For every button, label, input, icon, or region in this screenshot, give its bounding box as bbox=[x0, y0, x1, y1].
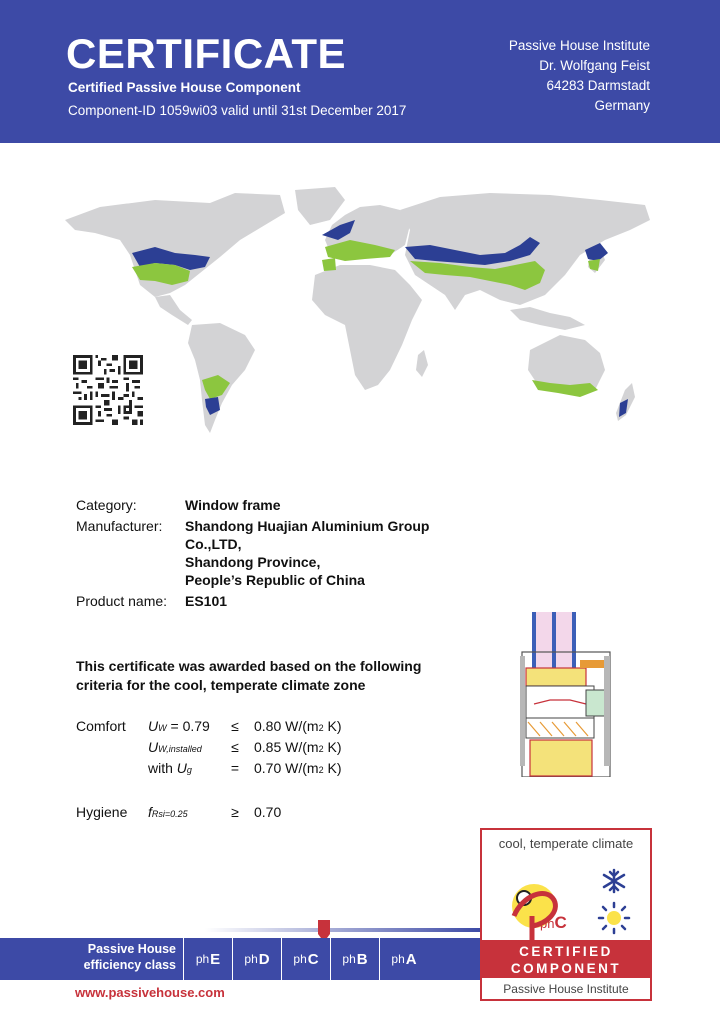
product-value: ES101 bbox=[185, 593, 228, 609]
efficiency-classes bbox=[183, 938, 428, 980]
badge-institute: Passive House Institute bbox=[503, 982, 629, 996]
frsi-expression: fRsi=0.25 bbox=[148, 804, 188, 820]
criteria-statement: This certificate was awarded based on the following criteria for the cool, temperate climate zone bbox=[76, 658, 422, 693]
manufacturer-line: Co.,LTD, bbox=[185, 536, 242, 552]
badge-ph-class: phC bbox=[540, 913, 567, 932]
ug-expression: with Ug bbox=[148, 760, 192, 776]
manufacturer-row bbox=[76, 517, 465, 589]
certificate-subtitle: Certified Passive House Component bbox=[68, 80, 301, 95]
institute-address bbox=[509, 36, 650, 116]
class-a: ph A bbox=[379, 938, 428, 980]
window-frame-section-drawing bbox=[520, 612, 612, 777]
uw-limit: 0.80 W/(m2 K) bbox=[254, 718, 342, 734]
badge-climate-zone: cool, temperate climate bbox=[498, 836, 634, 851]
product-label: Product name: bbox=[76, 593, 168, 609]
certificate-title: CERTIFICATE bbox=[66, 30, 347, 77]
le-symbol: ≤ bbox=[231, 718, 239, 734]
website-link[interactable]: www.passivehouse.com bbox=[75, 985, 225, 1000]
class-d: ph D bbox=[232, 938, 281, 980]
uw-installed-limit: 0.85 W/(m2 K) bbox=[254, 739, 342, 755]
category-value: Window frame bbox=[185, 497, 281, 513]
map-land bbox=[65, 187, 650, 433]
sun-icon bbox=[599, 903, 629, 933]
frsi-value: 0.70 bbox=[254, 804, 282, 820]
component-id: Component-ID 1059wi03 valid until 31st December 2017 bbox=[68, 103, 407, 118]
comfort-label: Comfort bbox=[76, 718, 126, 734]
class-e: ph E bbox=[183, 938, 232, 980]
snowflake-icon bbox=[604, 870, 624, 892]
certificate-header bbox=[0, 0, 720, 143]
badge-certified-band bbox=[482, 940, 650, 978]
manufacturer-line: Shandong Province, bbox=[185, 554, 321, 570]
institute-person: Dr. Wolfgang Feist bbox=[539, 58, 650, 73]
category-row bbox=[76, 496, 465, 514]
le-symbol: ≤ bbox=[231, 739, 239, 755]
institute-country: Germany bbox=[594, 98, 650, 113]
ge-symbol: ≥ bbox=[231, 804, 239, 820]
category-label: Category: bbox=[76, 497, 137, 513]
qr-code[interactable] bbox=[73, 355, 143, 425]
badge-certified-line1: CERTIFIED bbox=[519, 944, 613, 959]
manufacturer-line: Shandong Huajian Aluminium Group bbox=[185, 518, 430, 534]
product-row bbox=[76, 592, 465, 610]
world-climate-map bbox=[60, 185, 660, 445]
uw-installed-expression: UW,installed bbox=[148, 739, 202, 755]
class-c: ph C bbox=[281, 938, 330, 980]
class-b: ph B bbox=[330, 938, 379, 980]
manufacturer-label: Manufacturer: bbox=[76, 518, 163, 534]
product-info bbox=[76, 496, 465, 613]
manufacturer-value bbox=[185, 517, 465, 589]
certified-component-badge bbox=[480, 828, 652, 1001]
eq-symbol: = bbox=[230, 760, 240, 776]
institute-name: Passive House Institute bbox=[508, 38, 650, 53]
efficiency-class-bar bbox=[0, 938, 480, 980]
uw-expression: UW = 0.79 bbox=[148, 718, 210, 734]
efficiency-gradient bbox=[205, 928, 480, 932]
manufacturer-line: People’s Republic of China bbox=[185, 572, 365, 588]
badge-certified-line2: COMPONENT bbox=[510, 961, 622, 976]
ug-value: 0.70 W/(m2 K) bbox=[254, 760, 342, 776]
hygiene-label: Hygiene bbox=[76, 804, 128, 820]
efficiency-label: Passive House efficiency class bbox=[83, 942, 176, 972]
institute-city: 64283 Darmstadt bbox=[546, 78, 650, 93]
